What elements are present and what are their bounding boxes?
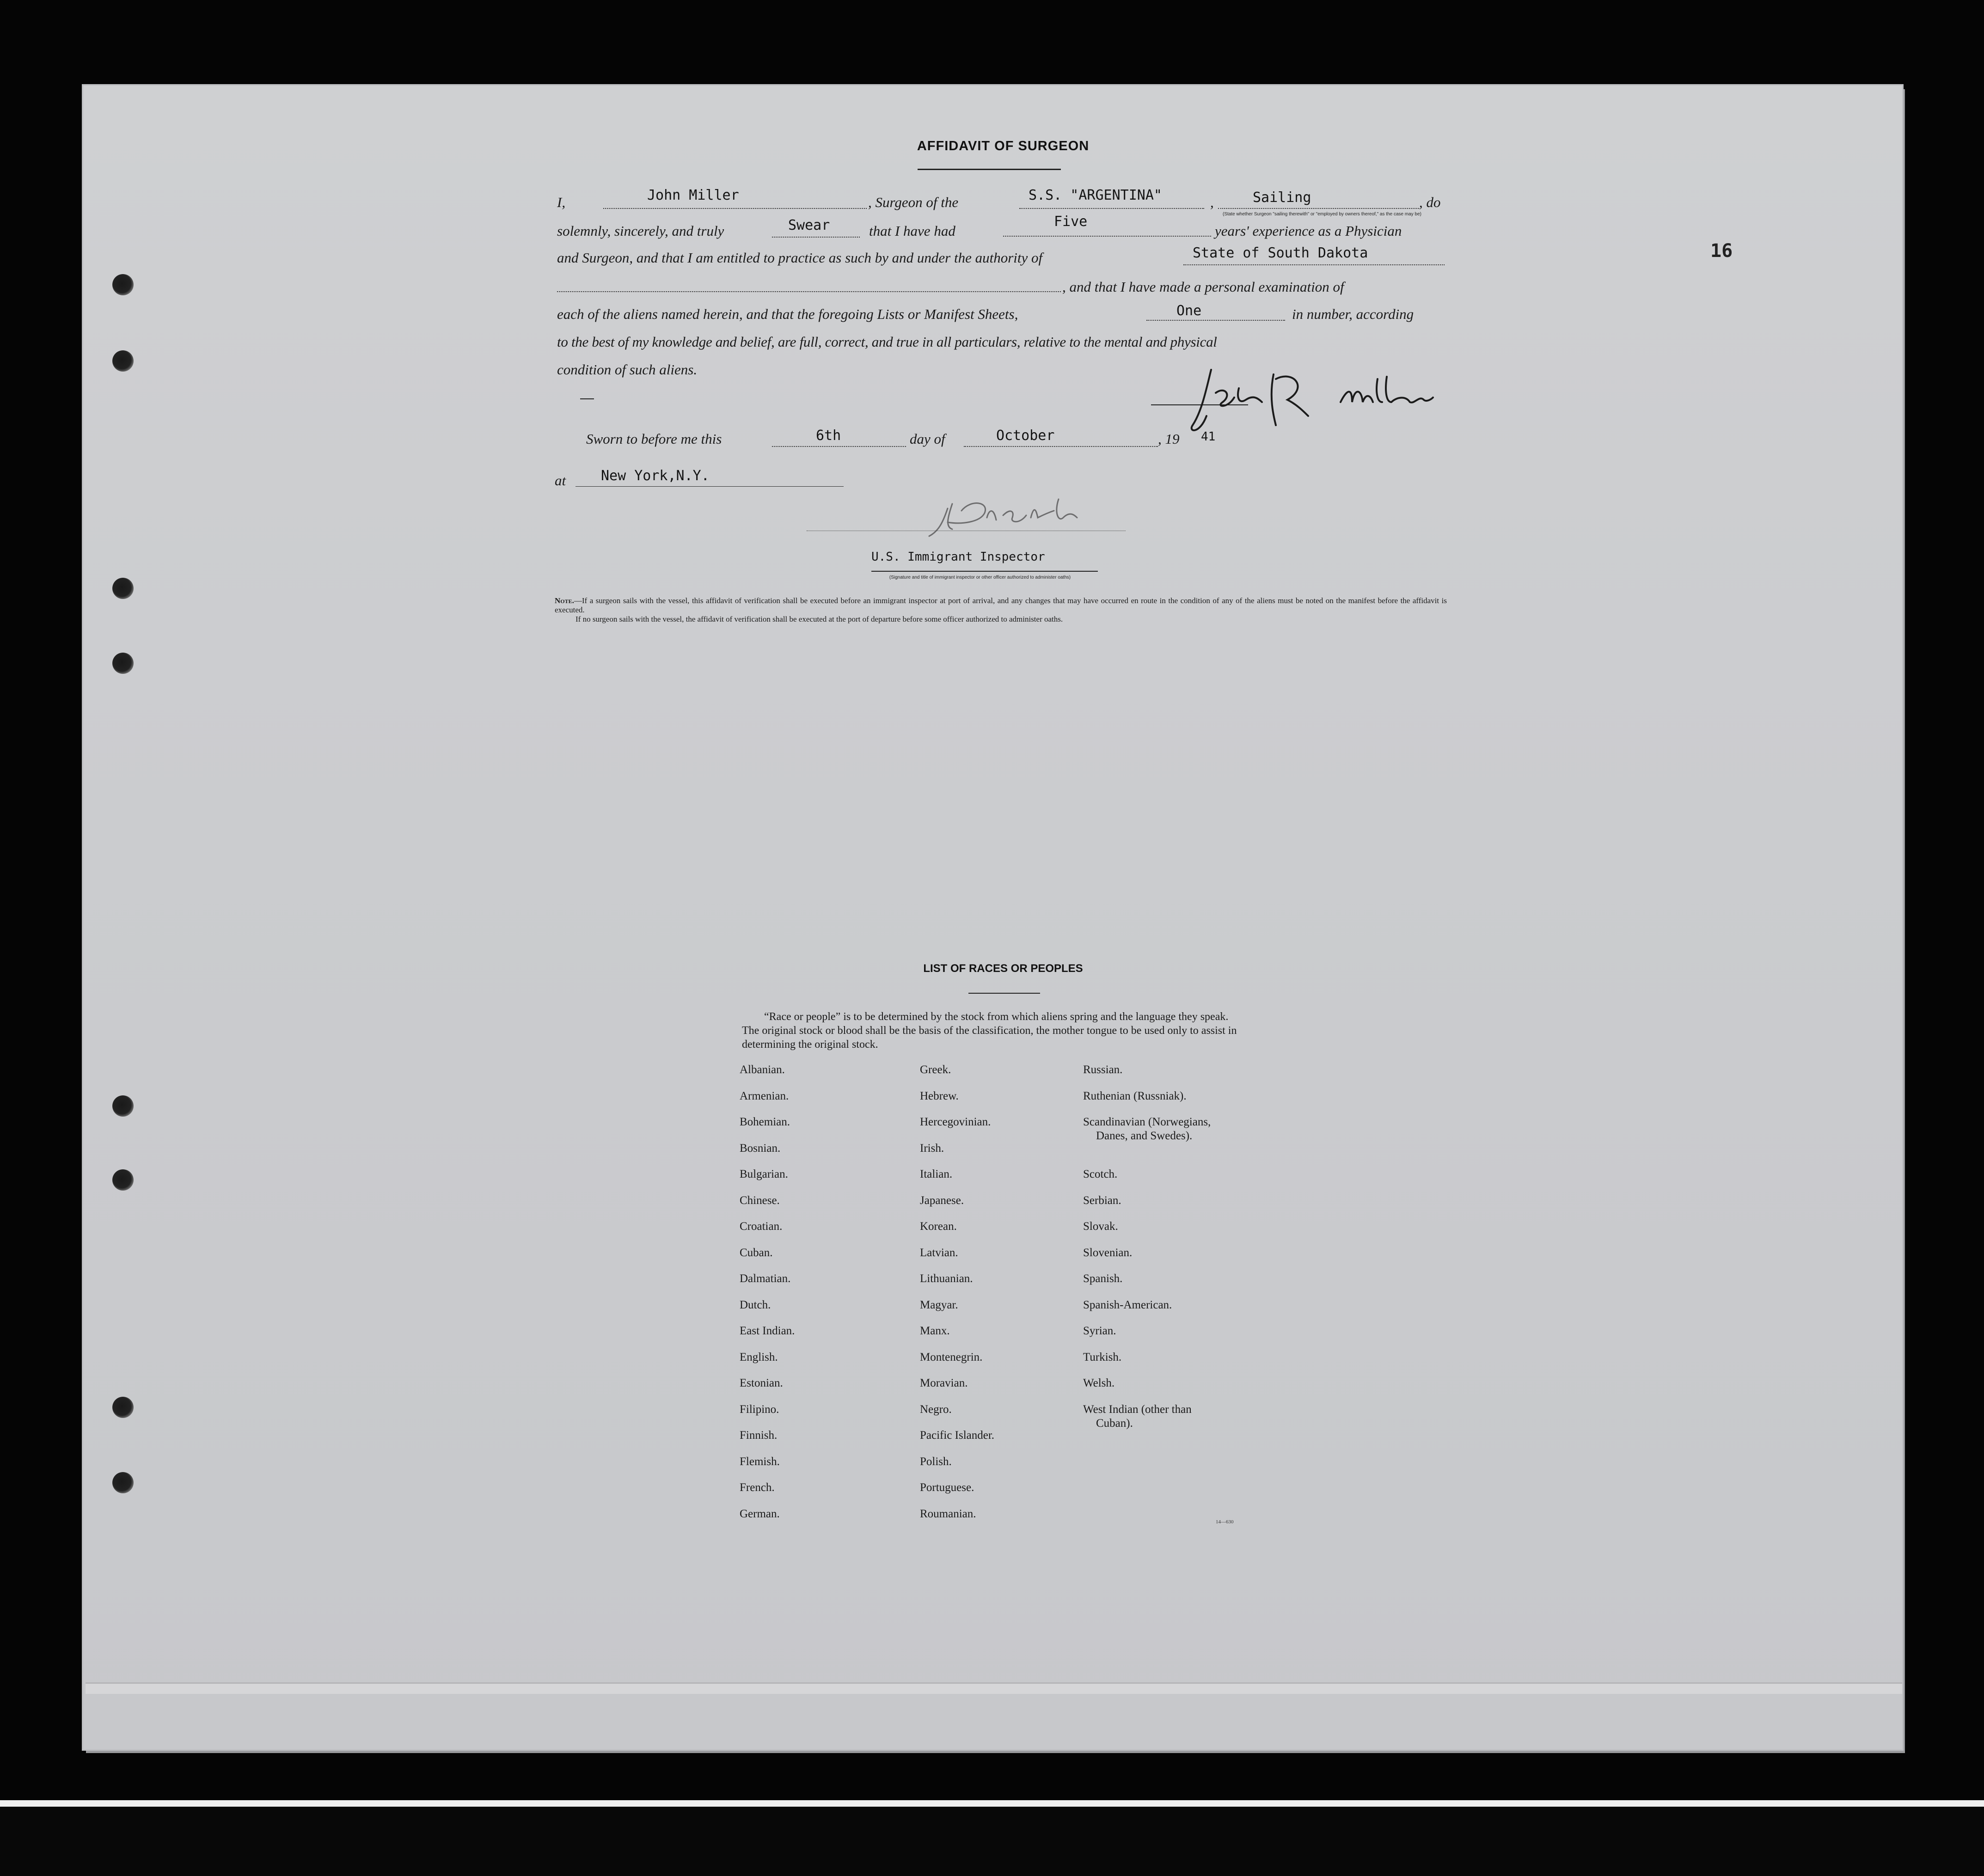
blank-vessel — [1019, 208, 1204, 209]
race-item: Flemish. — [740, 1455, 780, 1468]
race-item: Dalmatian. — [740, 1272, 791, 1285]
race-item: Welsh. — [1083, 1377, 1115, 1389]
sworn-month: October — [996, 428, 1055, 444]
race-item: Bulgarian. — [740, 1168, 788, 1180]
race-item: Manx. — [920, 1325, 950, 1337]
race-item: Dutch. — [740, 1298, 771, 1311]
race-item: Korean. — [920, 1220, 957, 1233]
race-item: Estonian. — [740, 1377, 783, 1389]
affidavit-title: AFFIDAVIT OF SURGEON — [917, 139, 1090, 153]
race-item: Greek. — [920, 1063, 951, 1076]
race-item: Portuguese. — [920, 1481, 974, 1494]
race-item: Chinese. — [740, 1194, 780, 1207]
race-item: Slovak. — [1083, 1220, 1118, 1233]
blank-authority — [1183, 264, 1445, 265]
text-and-surgeon: and Surgeon, and that I am entitled to practice as such by and under the authority of — [557, 250, 1043, 266]
text-i: I, — [557, 194, 566, 210]
punch-hole — [112, 653, 134, 674]
vessel-name: S.S. "ARGENTINA" — [1029, 187, 1162, 203]
race-item: English. — [740, 1350, 778, 1363]
page-number: 16 — [1710, 240, 1733, 262]
text-sworn: Sworn to before me this — [586, 431, 722, 447]
note-label: Note. — [555, 596, 574, 605]
text-solemnly: solemnly, sincerely, and truly — [557, 223, 724, 239]
text-nineteen: , 19 — [1158, 431, 1180, 447]
race-item: Cuban. — [740, 1246, 773, 1259]
race-item — [1083, 1115, 1268, 1167]
sworn-year: 41 — [1201, 430, 1216, 444]
oath: Swear — [788, 217, 830, 233]
text-personal-exam: , and that I have made a personal examination of — [1062, 279, 1344, 295]
race-item: Serbian. — [1083, 1194, 1121, 1207]
punch-hole — [112, 1472, 134, 1493]
sailing-status: Sailing — [1253, 189, 1311, 206]
race-item: Bohemian. — [740, 1116, 790, 1128]
blank-month — [964, 446, 1158, 447]
race-item: Finnish. — [740, 1429, 778, 1442]
race-item: Armenian. — [740, 1089, 789, 1102]
sailing-note: (State whether Surgeon "sailing therewith" or "employed by owners thereof," as the case may be) — [1223, 212, 1421, 217]
races-title: LIST OF RACES OR PEOPLES — [923, 962, 1083, 975]
text-surgeon-of-the: , Surgeon of the — [868, 194, 959, 210]
text-in-number: in number, according — [1292, 306, 1414, 322]
blank-sailing — [1218, 208, 1419, 209]
races-column-3 — [1083, 1063, 1268, 1455]
race-item: Filipino. — [740, 1403, 779, 1416]
text-that-i-have-had: that I have had — [869, 223, 955, 239]
race-item: Syrian. — [1083, 1325, 1116, 1337]
race-item: Lithuanian. — [920, 1272, 973, 1285]
text-to-the-best: to the best of my knowledge and belief, are full, correct, and true in all particulars, relative to the mental and physical — [557, 334, 1217, 350]
text-condition: condition of such aliens. — [557, 361, 698, 378]
race-item: Hebrew. — [920, 1089, 959, 1102]
races-intro: “Race or people” is to be determined by the stock from which aliens spring and the language they speak. The original stock or blood shall be the basis of the classification, the mother tongue to be used only to assist in determining the original stock. — [742, 1011, 1237, 1051]
race-item: Pacific Islander. — [920, 1429, 995, 1442]
race-item: Magyar. — [920, 1298, 958, 1311]
race-item: Croatian. — [740, 1220, 783, 1233]
page-bottom-edge — [86, 1682, 1902, 1694]
authority: State of South Dakota — [1193, 245, 1368, 261]
title-rule — [918, 169, 1061, 170]
race-item: Italian. — [920, 1168, 953, 1180]
punch-hole — [112, 1397, 134, 1418]
race-item-line: West Indian (other than — [1083, 1403, 1192, 1416]
text-day-of: day of — [910, 431, 945, 447]
punch-hole — [112, 350, 134, 372]
years-experience: Five — [1054, 214, 1088, 230]
races-column-2 — [920, 1063, 994, 1533]
text-each-of-the-aliens: each of the aliens named herein, and that the foregoing Lists or Manifest Sheets, — [557, 306, 1018, 322]
race-item-line: Scandinavian (Norwegians, — [1083, 1116, 1211, 1128]
race-item: Ruthenian (Russniak). — [1083, 1089, 1187, 1102]
race-item: Montenegrin. — [920, 1350, 983, 1363]
race-item-line: Danes, and Swedes). — [1096, 1130, 1193, 1142]
blank-surgeon-name — [603, 208, 867, 209]
blank-oath — [772, 237, 860, 238]
race-item: Irish. — [920, 1142, 944, 1155]
race-item: Scotch. — [1083, 1168, 1118, 1180]
race-item: Albanian. — [740, 1063, 785, 1076]
sworn-place: New York,N.Y. — [601, 468, 710, 484]
races-title-rule — [968, 993, 1040, 994]
race-item: Negro. — [920, 1403, 952, 1416]
race-item: French. — [740, 1481, 775, 1494]
punch-hole — [112, 578, 134, 599]
race-item — [1083, 1403, 1268, 1455]
text-do: , do — [1419, 194, 1441, 210]
punch-hole — [112, 274, 134, 295]
race-item: Moravian. — [920, 1377, 968, 1389]
race-item: Spanish. — [1083, 1272, 1123, 1285]
blank-years — [1003, 236, 1211, 237]
text-years-experience: years' experience as a Physician — [1215, 223, 1402, 239]
race-item: Slovenian. — [1083, 1246, 1133, 1259]
note-body: —If a surgeon sails with the vessel, this affidavit of verification shall be executed before an immigrant inspector at port of arrival, and any changes that may have occurred en route in the condition of any of the aliens must be noted on the manifest before the affidavit is executed. — [555, 596, 1447, 614]
race-item: Polish. — [920, 1455, 952, 1468]
punch-hole — [112, 1169, 134, 1191]
blank-place — [576, 486, 844, 487]
text-comma: , — [1210, 194, 1214, 210]
sheets-count: One — [1176, 303, 1202, 319]
races-column-1 — [740, 1063, 795, 1533]
race-item: Japanese. — [920, 1194, 964, 1207]
race-item: East Indian. — [740, 1325, 795, 1337]
blank-authority-cont — [557, 291, 1061, 292]
race-item: Latvian. — [920, 1246, 958, 1259]
signature-note: (Signature and title of immigrant inspector or other officer authorized to administer oaths) — [889, 575, 1071, 580]
inspector-title: U.S. Immigrant Inspector — [871, 550, 1045, 564]
surgeon-name: John Miller — [647, 187, 739, 203]
text-at: at — [555, 472, 566, 489]
form-code: 14—630 — [1216, 1519, 1234, 1525]
surgeon-signature — [1188, 361, 1465, 439]
race-item: Russian. — [1083, 1063, 1123, 1076]
inspector-signature — [920, 490, 1114, 541]
race-item: Turkish. — [1083, 1350, 1122, 1363]
race-item: Bosnian. — [740, 1142, 781, 1155]
punch-hole — [112, 1095, 134, 1117]
race-item: Roumanian. — [920, 1507, 976, 1520]
blank-sheets — [1146, 320, 1285, 321]
race-item: Spanish-American. — [1083, 1298, 1172, 1311]
dash-mark — [580, 398, 594, 399]
blank-day — [772, 446, 906, 447]
inspector-title-rule — [871, 571, 1098, 572]
race-item: Hercegovinian. — [920, 1116, 991, 1128]
sworn-day: 6th — [816, 428, 841, 444]
race-item: German. — [740, 1507, 780, 1520]
note-body-2: If no surgeon sails with the vessel, the affidavit of verification shall be executed at the port of departure before some officer authorized to administer oaths. — [576, 615, 1063, 623]
film-frame-bottom-band — [0, 1800, 1984, 1876]
affidavit-note — [555, 596, 1447, 624]
race-item-line: Cuban). — [1096, 1417, 1133, 1430]
